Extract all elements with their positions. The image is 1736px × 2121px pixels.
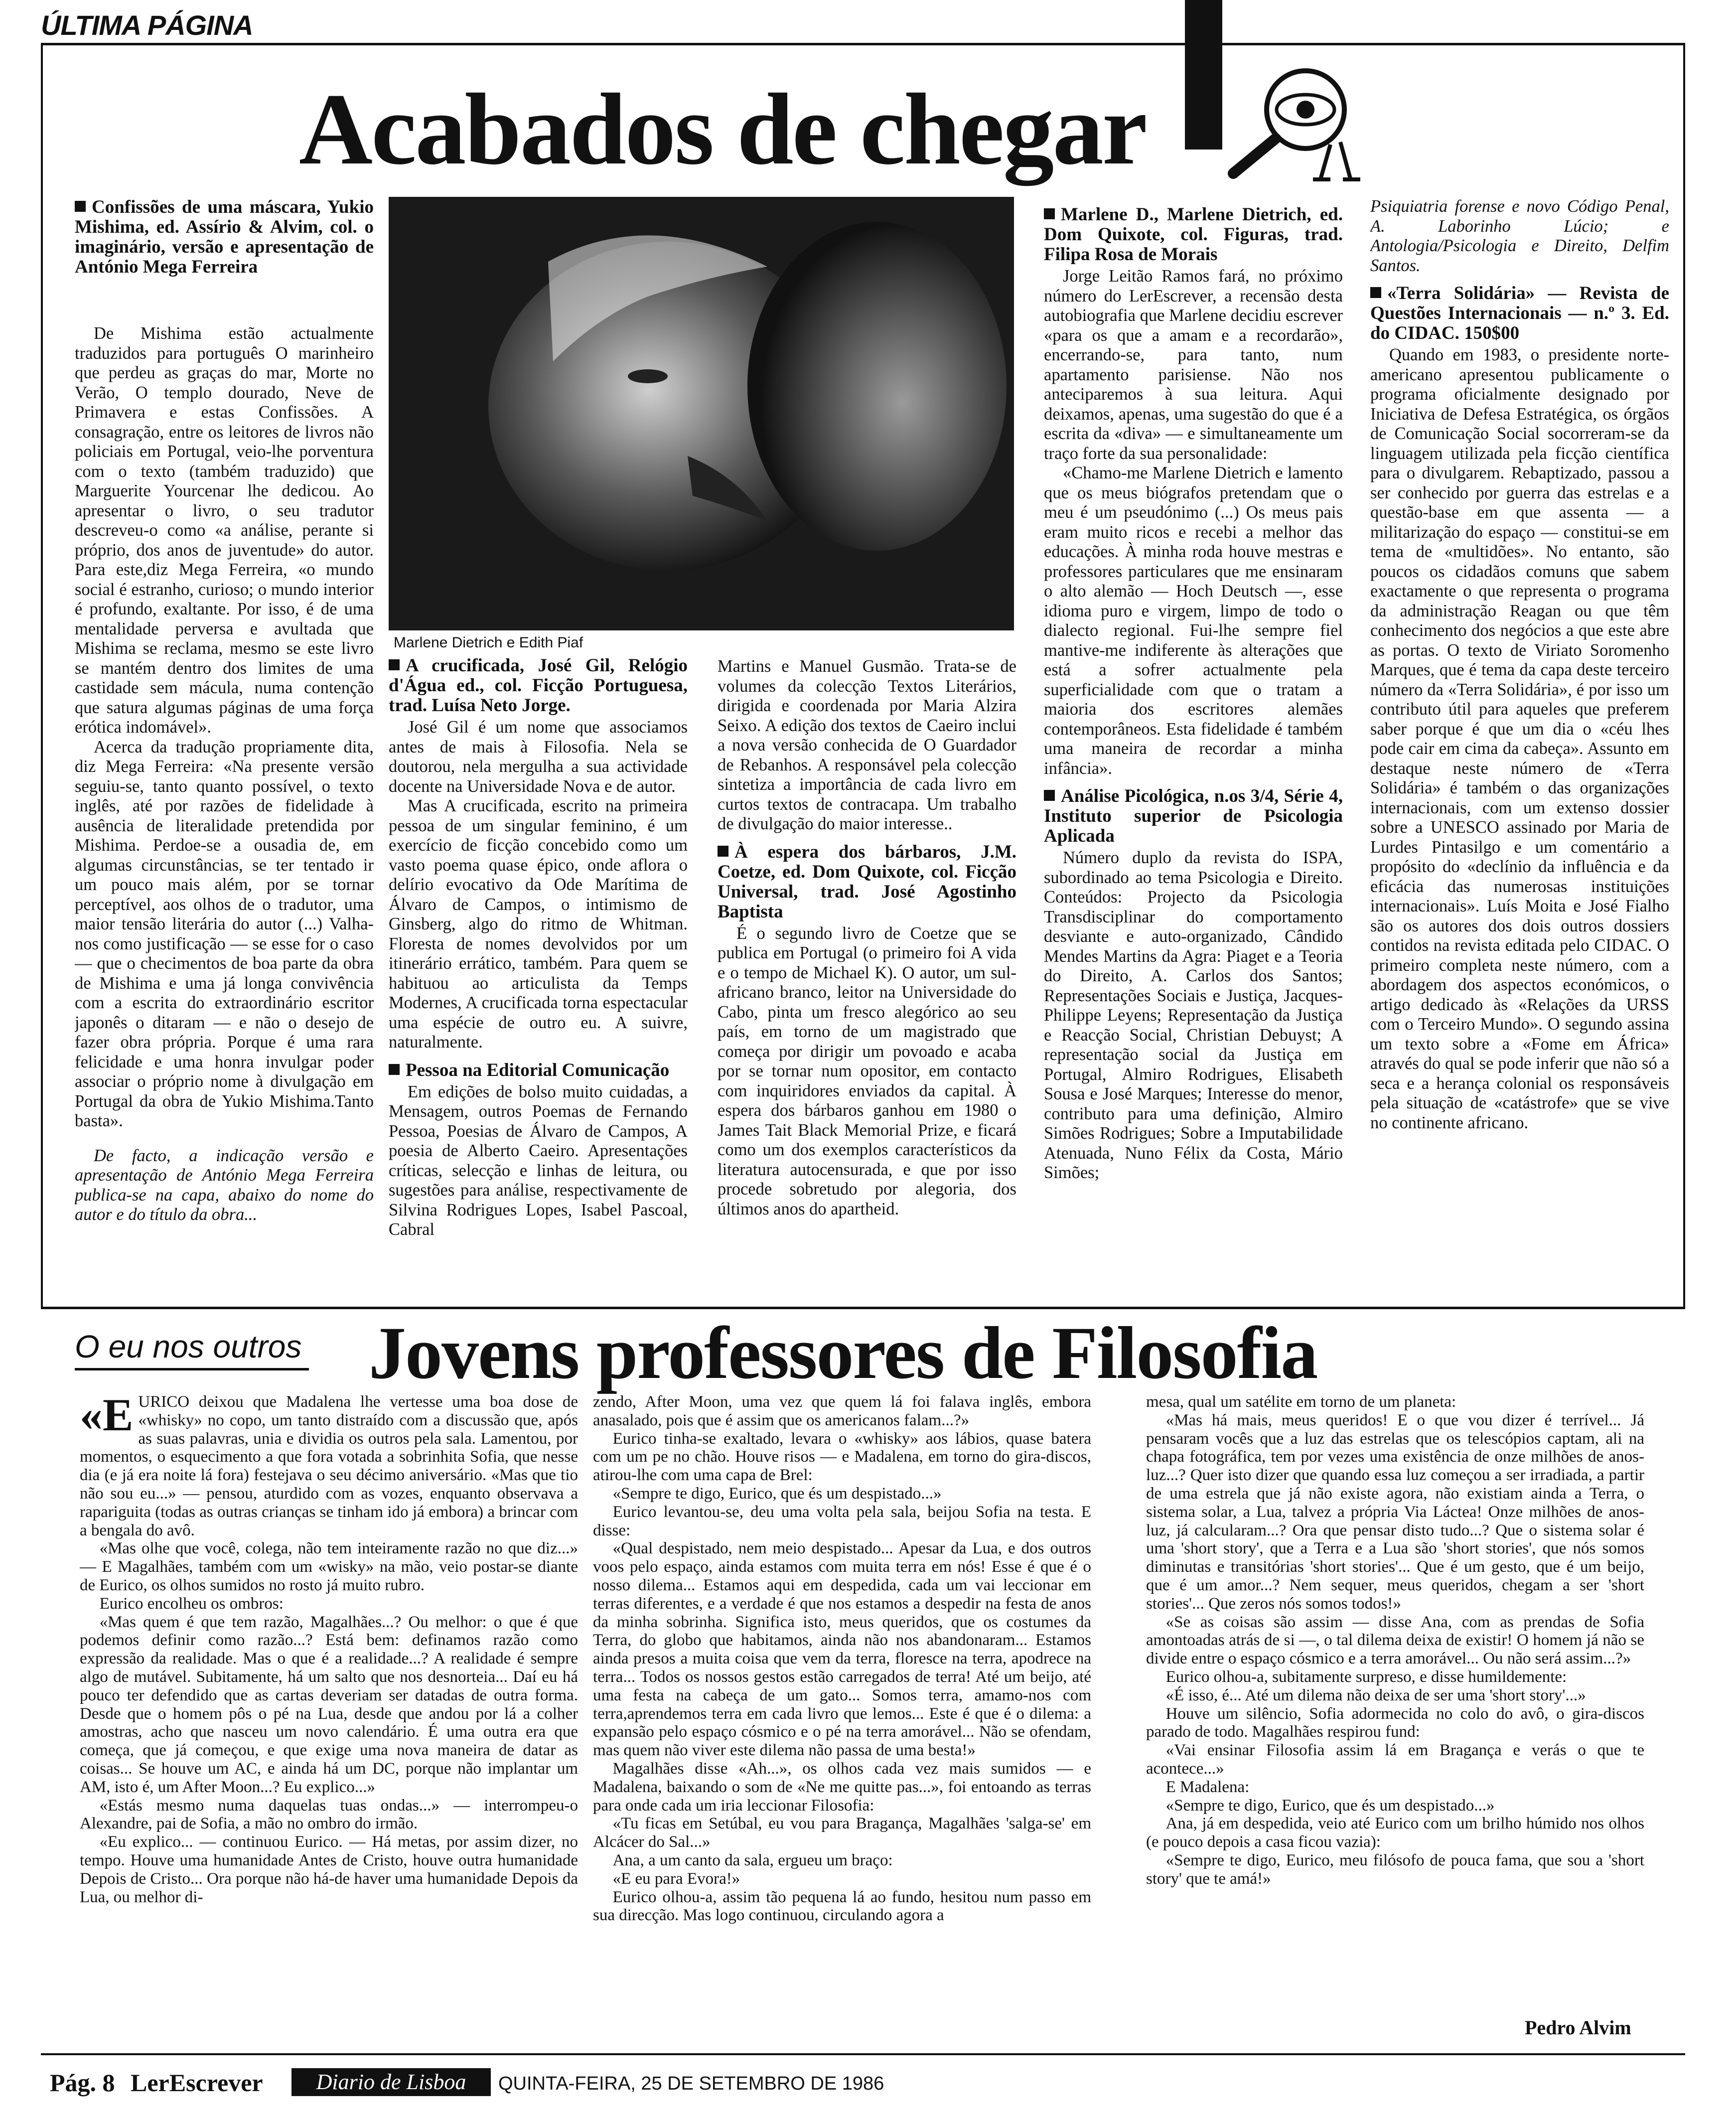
bullet-square-icon	[389, 659, 400, 670]
story-paragraph: «Eu explico... — continuou Eurico. — Há metas, por assim dizer, no tempo. Houve uma humanidade Antes de Cristo, houve outra humanidade Depois de Cristo... Ora porque não há-de haver uma humanidade Depois da Lua, ou melhor di-	[80, 1833, 578, 1906]
item-heading-crucificada: A crucificada, José Gil, Relógio d'Água ed., col. Ficção Portuguesa, trad. Luísa Neto Jorge.	[389, 655, 688, 716]
bullet-square-icon	[1044, 790, 1055, 801]
item-body: Acerca da tradução propriamente dita, diz Mega Ferreira: «Na presente versão seguiu-se, tanto quanto possível, o texto inglês, até por razões de fidelidade à ausência de literalidade pretendida por Mishima. Perdoe-se a ousadia de, em algumas circunstâncias, se ter tentado ir um pouco mais além, por se tornar perceptível, aos olhos de o tradutor, uma maior tensão literária do autor (...) Valha-nos como justificação — se esse for o caso — que o checimentos de boa parte da obra de Mishima e uma já longa convivência com a escrita do extraordinário escritor japonês o ditaram — e não o desejo de fazer obra própria. Porque é uma rara felicidade e uma honra invulgar poder associar o próprio nome à divulgação em Portugal da obra de Yukio Mishima.Tanto basta».	[75, 737, 374, 1130]
story-paragraph: zendo, After Moon, uma vez que quem lá foi falava inglês, embora anasalado, pois que é assim que os americanos falam...?»	[593, 1393, 1091, 1429]
story-paragraph: Magalhães disse «Ah...», os olhos cada vez mais sumidos — e Madalena, baixando o som de «Ne me quitte pas...», foi entoando as terras para onde cada um iria leccionar Filosofia:	[593, 1759, 1091, 1815]
item-body: Quando em 1983, o presidente norte-americano apresentou publicamente o programa oficialmente designado por Iniciativa de Defesa Estratégica, os órgãos de Comunicação Social socorreram-se da linguagem utilizada pela ficção científica para o divulgarem. Rebaptizado, passou a ser conhecido por guerra das estrelas e a questão-base em que assenta — a militarização do espaço — constitui-se em tema de «multidões». No entanto, são poucos os cidadãos comuns que sabem exactamente o que representa o programa da administração Reagan ou que têm conhecimento dos negócios a que este abre as portas. O texto de Viriato Soromenho Marques, que é tema da capa deste terceiro número da «Terra Solidária», é por isso um contributo útil para aqueles que preferem saber porque é que um dia o «céu lhes pode cair em cima da cabeça». Assunto em destaque neste número de «Terra Solidária» é também o das organizações internacionais, com um extenso dossier sobre a UNESCO assinado por Maria de Lurdes Pintasilgo e um comentário a propósito do «declínio da influência e da eficácia das numerosas instituições internacionais». Luís Moita e José Fialho são os autores dos dois outros dossiers contidos na revista editada pelo CIDAC. O primeiro completa neste número, com a abordagem dos aspectos económicos, o artigo dedicado às «Relações da URSS com o Terceiro Mundo». O segundo assina um texto sobre a «Fome em África» através do qual se pode inferir que não só a seca e a herança colonial os responsáveis pela situação de «catástrofe» que se vive no continente africano.	[1370, 345, 1669, 1132]
story-column-3	[1146, 1393, 1644, 2011]
photo-caption: Marlene Dietrich e Edith Piaf	[394, 634, 583, 651]
story-paragraph: «É isso, é... Até um dilema não deixa de ser uma 'short story'...»	[1165, 1686, 1586, 1704]
story-paragraph: «Tu ficas em Setúbal, eu vou para Bragança, Magalhães 'salga-se' em Alcácer do Sal...»	[593, 1815, 1091, 1851]
item-heading-analise: Análise Picológica, n.os 3/4, Série 4, Instituto superior de Psicologia Aplicada	[1044, 786, 1343, 846]
item-heading-terra-solidaria: «Terra Solidária» — Revista de Questões Internacionais — n.º 3. Ed. do CIDAC. 150$00	[1370, 283, 1669, 343]
section-label: ÚLTIMA PÁGINA	[41, 9, 253, 41]
column-terra-solidaria	[1370, 197, 1669, 1301]
item-body: É o segundo livro de Coetze que se publica em Portugal (o primeiro foi A vida e o tempo de Michael K). O autor, um sul-africano branco, leitor na Universidade do Cabo, pinta um fresco alegórico ao seu país, em torno de um magistrado que começa por dirigir um povoado e acaba por se tornar num opositor, em contacto com inquiridores enviados da capital. À espera dos bárbaros ganhou em 1980 o James Tait Black Memorial Prize, e ficará como um dos exemplos característicos da literatura autocensurada, e que por isso procede sobretudo por alegoria, dos últimos anos do apartheid.	[718, 923, 1016, 1218]
story-paragraph: E Madalena:	[1165, 1778, 1250, 1796]
photo-dietrich-piaf	[389, 197, 1014, 630]
bullet-square-icon	[718, 846, 728, 857]
story-paragraph: Houve um silêncio, Sofia adormecida no colo do avô, o gira-discos parado de todo. Magalhães respirou fund:	[1146, 1704, 1644, 1741]
story-author: Pedro Alvim	[1525, 2016, 1631, 2039]
story-paragraph: Ana, já em despedida, veio até Eurico com um brilho húmido nos olhos (e pouco depois a casa ficou vazia):	[1146, 1815, 1644, 1851]
story-paragraph: «Qual despistado, nem meio despistado... Apesar da Lua, e dos outros voos pelo espaço, ainda estamos com muita terra em nós! Esse é que é o nosso dilema... Estamos aqui em despedida, cada um vai leccionar em terras diferentes, e a verdade é que nos estamos a despedir na festa de anos da minha sobrinha. Significa isto, meus queridos, que os costumes da Terra, do globo que habitamos, ainda não nos abandonaram... Estamos ainda presos a muita coisa que vem da terra, floresce na terra, apodrece na terra... Todos os nossos gestos estão carregados de terra! Até um beijo, até uma festa na cabeça de um gato... Somos terra, amamo-nos com terra,aprendemos terra em cada livro que lemos... Este é que é o dilema: a expansão pelo espaço cósmico e o pé na terra amorável... Não se ofendam, mas quem não viver este dilema não passa de uma besta!»	[593, 1539, 1091, 1760]
bullet-square-icon	[75, 201, 86, 212]
story-column-1	[80, 1393, 578, 2056]
story-paragraph: «Mas olhe que você, colega, não tem inteiramente razão no que diz...» — E Magalhães, também com um «wisky» na mão, veio postar-se diante de Eurico, os olhos sumidos no rosto já muito rubro.	[80, 1539, 578, 1594]
story-kicker: O eu nos outros	[75, 1329, 302, 1364]
footer-newspaper-logo: Diario de Lisboa	[291, 2068, 491, 2096]
item-body: Martins e Manuel Gusmão. Trata-se de volumes da colecção Textos Literários, dirigida e coordenada por Maria Alzira Seixo. A edição dos textos de Caeiro inclui a nova versão conhecida de O Guardador de Rebanhos. A responsável pela colecção sintetiza a importância de cada livro em curtos textos de contracapa. Um trabalho de divulgação do maior interesse..	[718, 657, 1016, 833]
story-paragraph: «Sempre te digo, Eurico, que és um despistado...»	[612, 1484, 942, 1503]
footer-rule	[41, 2053, 1685, 2055]
kicker-underline	[75, 1368, 309, 1370]
story-paragraph: Eurico tinha-se exaltado, levara o «whisky» aos lábios, quase batera com um pe no chão. Houve risos — e Madalena, em torno do gira-discos, atirou-lhe com uma capa de Brel:	[593, 1429, 1091, 1485]
item-body: De facto, a indicação versão e apresentação de António Mega Ferreira publica-se na capa, abaixo do nome do autor e do título da obra...	[75, 1146, 374, 1224]
item-body: Jorge Leitão Ramos fará, no próximo número do LerEscrever, a recensão desta autobiografia que Marlene decidiu escrever «para os que a amam e a recordarão», encerrando-se, para tanto, num apartamento parisiense. Não nos anteciparemos à sua leitura. Aqui deixamos, apenas, uma sugestão do que é a escrita da «diva» — e simultaneamente um traço forte da sua personalidade:	[1044, 267, 1343, 463]
item-heading-marlene: Marlene D., Marlene Dietrich, ed. Dom Quixote, col. Figuras, trad. Filipa Rosa de Morais	[1044, 204, 1343, 265]
story-paragraph: «EURICO deixou que Madalena lhe vertesse uma boa dose de «whisky» no copo, um tanto distraído com a discussão que, após as suas palavras, unia e dividia os outros pela sala. Lamentou, por momentos, o esquecimento a que fora votada a sobrinhita Sofia, que nesse dia (e já era noite lá fora) festejava o seu décimo aniversário. «Mas que tio não sou eu...» — pensou, aturdido com as vozes, enquanto observava a rapariguita (todas as outras crianças se tinham ido já embora) a brincar com a bengala do avô.	[80, 1393, 578, 1539]
item-heading-mishima: Confissões de uma máscara, Yukio Mishima, ed. Assírio & Alvim, col. o imaginário, versão e apresentação de António Mega Ferreira	[75, 197, 374, 277]
column-marlene	[1044, 197, 1343, 1301]
story-paragraph: Eurico levantou-se, deu uma volta pela sala, beijou Sofia na testa. E disse:	[593, 1503, 1091, 1539]
story-paragraph: «Sempre te digo, Eurico, que és um despistado...»	[1165, 1796, 1495, 1815]
story-paragraph: «Mas há mais, meus queridos! E o que vou dizer é terrível... Já pensaram vocês que a luz das estrelas que os telescópios captam, ali na chapa fotográfica, tem por vezes uma existência de onze milhões de anos-luz...? Quer isto dizer que quando essa luz começou a ser irradiada, a partir de uma estrela que já não existe agora, não existiam ainda a Terra, o sistema solar, a Lua, talvez a própria Via Láctea! Onze milhões de anos-luz, já calcularam...? Ora que pensar disto tudo...? Que o sistema solar é uma 'short story', que a Terra e a Lua são 'short stories', que nós somos diminutas e transitórias 'short stories'... Que é um gesto, que é um beijo, que é um amor...? Nem sequer, meus queridos, chegam a ser 'short stories'... Que zeros nós somos todos!»	[1146, 1411, 1644, 1613]
story-column-2	[593, 1393, 1091, 2056]
story-paragraph: Eurico encolheu os ombros:	[99, 1594, 284, 1613]
drop-cap: «E	[80, 1393, 134, 1440]
story-paragraph: «Se as coisas são assim — disse Ana, com as prendas de Sofia amontoadas atrás de si —, o tal dilema deixa de existir! O homem já não se divide entre o espaço cósmico e a terra amorável... Ou não será assim...?»	[1146, 1613, 1644, 1668]
story-paragraph: «Vai ensinar Filosofia assim lá em Bragança e verás o que te acontece...»	[1146, 1741, 1644, 1778]
story-paragraph: «Sempre te digo, Eurico, meu filósofo de pouca fama, que sou a 'short story' que te amá!»	[1146, 1851, 1644, 1888]
footer-page-number: Pág. 8	[50, 2069, 115, 2097]
footer-date: QUINTA-FEIRA, 25 DE SETEMBRO DE 1986	[498, 2073, 884, 2094]
footer-supplement: LerEscrever	[131, 2069, 263, 2097]
story-paragraph: «E eu para Evora!»	[612, 1869, 740, 1888]
story-paragraph: Ana, a um canto da sala, ergueu um braço:	[612, 1851, 893, 1869]
bullet-square-icon	[1370, 287, 1381, 298]
column-crucificada	[389, 648, 688, 1301]
item-body: Mas A crucificada, escrito na primeira pessoa de um singular feminino, é um exercício de ficção concebido como um vasto poema quase épico, onde aflora o delírio evocativo da Ode Marítima de Álvaro de Campos, o intimismo de Ginsberg, algo do ritmo de Whitman. Floresta de nomes devolvidos por um itinerário errático, também. Para quem se habituou ao articulista da Temps Modernes, A crucificada torna espectacular uma espécie de outro eu. A suivre, naturalmente.	[389, 796, 688, 1052]
story-paragraph: Eurico olhou-a, assim tão pequena lá ao fundo, hesitou num passo em sua direcção. Mas logo continuou, circulando agora a	[593, 1888, 1091, 1925]
column-mishima	[75, 189, 374, 1301]
item-body: José Gil é um nome que associamos antes de mais à Filosofia. Nela se doutorou, nela mergulha a sua actividade docente na Universidade Nova e de autor.	[389, 718, 688, 796]
column-coetze	[718, 657, 1016, 1301]
item-heading-pessoa: Pessoa na Editorial Comunicação	[389, 1060, 688, 1080]
item-body: «Chamo-me Marlene Dietrich e lamento que os meus biógrafos pretendam que o meu é um pseudónimo (...) Os meus pais eram muito ricos e recebi a melhor das educações. À minha roda houve mestras e professores particulares que me ensinaram o alto alemão — Hoch Deutsch —, esse idioma puro e virgem, limpo de todo o dialecto regional. Fui-lhe sempre fiel mantive-me indiferente às alterações que está a sofrer actualmente pela superficialidade com que o tratam a maioria dos escritores alemães contemporâneos. Esta fidelidade é também uma maneira de recordar a minha infância».	[1044, 463, 1343, 778]
magnifier-eye-icon	[1216, 55, 1385, 184]
story-paragraph: mesa, qual um satélite em torno de um planeta:	[1146, 1393, 1456, 1411]
item-heading-barbaros: À espera dos bárbaros, J.M. Coetze, ed. Dom Quixote, col. Ficção Universal, trad. José Agostinho Baptista	[718, 841, 1016, 922]
headline: Acabados de chegar	[299, 73, 1146, 186]
bullet-square-icon	[389, 1064, 400, 1075]
story-paragraph: «Estás mesmo numa daquelas tuas ondas...» — interrompeu-o Alexandre, pai de Sofia, a mão no ombro do irmão.	[80, 1796, 578, 1833]
item-body: Número duplo da revista do ISPA, subordinado ao tema Psicologia e Direito. Conteúdos: Projecto da Psicologia Transdisciplinar do comportamento desviante e auto-organizado, Cândido Mendes Martins da Agra: Piaget e a Teoria do Direito, A. Carlos dos Santos; Representações Sociais e Justiça, Jacques-Philippe Leyens; Representação da Justiça e Reacção Social, Christian Debuyst; A representação social da Justiça em Portugal, Almiro Rodrigues, Elisabeth Sousa e José Marques; Interesse do menor, contributo para uma definição, Almiro Simões Rodrigues; Sobre a Imputabilidade Atenuada, Nuno Félix da Costa, Mário Simões;	[1044, 848, 1343, 1182]
story-paragraph: «Mas quem é que tem razão, Magalhães...? Ou melhor: o que é que podemos definir como razão...? Está bem: definamos razão como expressão da realidade. Mas o que é a realidade...? A realidade é sempre algo de mutável. Subitamente, há um salto que nos desnorteia... Daí eu há pouco ter defendido que as cartas deveriam ser datadas de outra forma. Desde que o homem pôs o pé na Lua, desde que andou por lá a colher amostras, acho que nasceu um novo calendário. É uma outra era que começa, que já começou, e que exige uma nova maneira de datar as coisas... Se houve um AC, e ainda há um DC, porque não implantar um AM, isto é, um After Moon...? Eu explico...»	[80, 1613, 578, 1796]
bullet-square-icon	[1044, 208, 1055, 219]
item-body: Em edições de bolso muito cuidadas, a Mensagem, outros Poemas de Fernando Pessoa, Poesias de Álvaro de Campos, A poesia de Alberto Caeiro. Apresentações críticas, selecção e linhas de leitura, ou sugestões para análise, respectivamente de Silvina Rodrigues Lopes, Isabel Pascoal, Cabral	[389, 1082, 688, 1239]
story-title: Jovens professores de Filosofia	[369, 1312, 1317, 1394]
story-paragraph: Eurico olhou-a, subitamente surpreso, e disse humildemente:	[1165, 1667, 1567, 1686]
item-body: Psiquiatria forense e novo Código Penal, A. Laborinho Lúcio; e Antologia/Psicologia e Direito, Delfim Santos.	[1370, 197, 1669, 275]
item-body: De Mishima estão actualmente traduzidos para português O marinheiro que perdeu as graças do mar, Morte no Verão, O templo dourado, Neve de Primavera e estas Confissões. A consagração, entre os leitores de livros não policiais em Portugal, veio-lhe porventura com o texto (também traduzido) que Marguerite Yourcenar lhe dedicou. Ao apresentar o livro, o seu tradutor descreveu-o como «a análise, perante si próprio, dos anos de juventude» do autor. Para este,diz Mega Ferreira, «o mundo social é estranho, curioso; o mundo interior é profundo, exaltante. Por isso, é de uma mentalidade perversa e avultada que Mishima se reclama, mesmo se este livro se mantém dentro dos limites de uma castidade sem mácula, numa contenção que satura algumas páginas de uma força erótica indomável».	[75, 324, 374, 737]
